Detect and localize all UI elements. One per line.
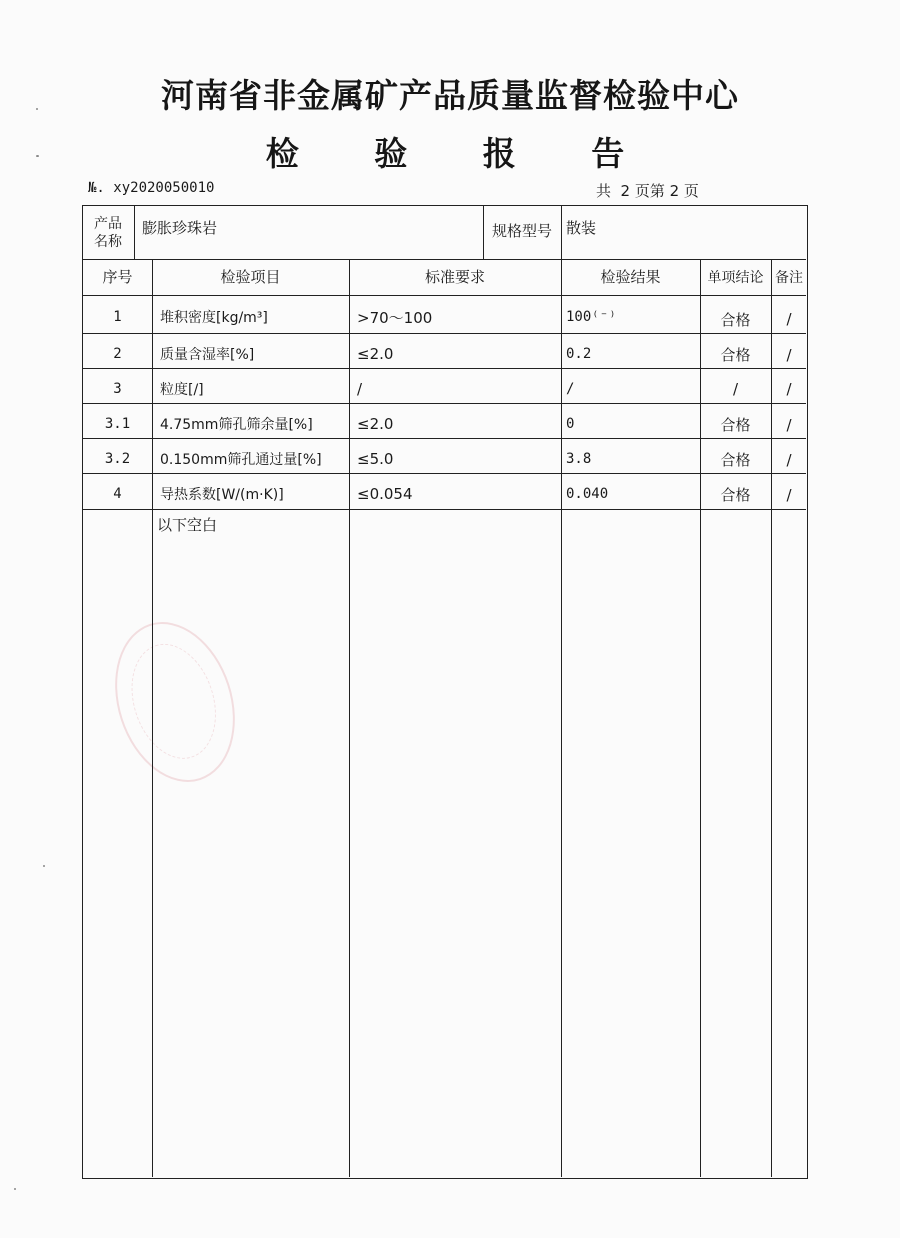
product-name-label-line1: 产品 [94, 215, 122, 232]
row-no: 2 [113, 345, 122, 362]
row-conclusion: 合格 [720, 310, 751, 329]
blank-below-note: 以下空白 [157, 515, 218, 534]
page-count: 共 2 页第 2 页 [596, 182, 699, 200]
row-no: 3.2 [104, 450, 131, 467]
col-divider [134, 206, 135, 259]
col-header-result: 检验结果 [600, 268, 661, 286]
row-result: / [566, 380, 575, 397]
row-result: 3.8 [566, 450, 592, 467]
row-item: 4.75mm筛孔筛余量[%] [160, 416, 313, 433]
row-result: 0 [566, 415, 575, 432]
row-remark: / [786, 310, 792, 328]
row-no: 4 [113, 485, 122, 502]
row-remark: / [786, 345, 792, 364]
row-divider [83, 295, 806, 296]
row-item: 堆积密度[kg/m³] [160, 310, 268, 326]
row-no: 1 [113, 309, 122, 325]
col-header-conclusion: 单项结论 [707, 269, 764, 286]
product-name-label [83, 207, 133, 258]
paper-speck [43, 865, 45, 867]
col-header-item: 检验项目 [220, 268, 281, 286]
row-item: 导热系数[W/(m·K)] [160, 486, 284, 503]
row-item: 质量含湿率[%] [160, 346, 255, 363]
row-remark: / [786, 450, 792, 469]
row-conclusion: 合格 [720, 416, 751, 434]
paper-speck [36, 108, 38, 110]
col-header-no: 序号 [102, 268, 133, 286]
row-remark: / [786, 415, 792, 434]
row-item: 0.150mm筛孔通过量[%] [160, 451, 322, 468]
row-remark: / [786, 485, 792, 504]
col-divider [152, 259, 153, 1177]
row-result: 0.2 [566, 345, 592, 362]
spec-value: 散装 [566, 218, 597, 237]
row-standard: ≤0.054 [357, 484, 413, 503]
row-standard: ≤2.0 [357, 344, 394, 363]
col-header-standard: 标准要求 [424, 268, 485, 286]
paper-speck [36, 155, 39, 157]
report-number: №. xy2020050010 [88, 180, 215, 196]
product-name-label-line2: 名称 [94, 233, 122, 250]
spec-label: 规格型号 [491, 221, 552, 240]
col-header-remark: 备注 [775, 269, 803, 286]
row-standard: ≤2.0 [357, 414, 394, 433]
row-conclusion: 合格 [720, 346, 751, 364]
row-item: 粒度[/] [160, 381, 204, 398]
row-conclusion: 合格 [720, 451, 751, 469]
row-no: 3 [113, 380, 122, 397]
row-standard: ≤5.0 [357, 449, 394, 468]
col-divider [561, 206, 562, 259]
row-no: 3.1 [104, 415, 131, 432]
report-title: 检 验 报 告 [265, 134, 657, 173]
row-conclusion: 合格 [720, 486, 751, 504]
organization-title: 河南省非金属矿产品质量监督检验中心 [161, 76, 739, 115]
col-divider [561, 259, 562, 1177]
col-divider [349, 259, 350, 1177]
row-standard: >70～100 [357, 308, 433, 327]
row-result: 0.040 [566, 485, 609, 502]
row-conclusion: / [732, 379, 739, 398]
paper-speck [14, 1188, 16, 1190]
row-standard: / [357, 379, 363, 398]
row-remark: / [786, 379, 792, 398]
row-result: 100⁽⁻⁾ [566, 309, 617, 325]
product-name-value: 膨胀珍珠岩 [142, 218, 218, 237]
